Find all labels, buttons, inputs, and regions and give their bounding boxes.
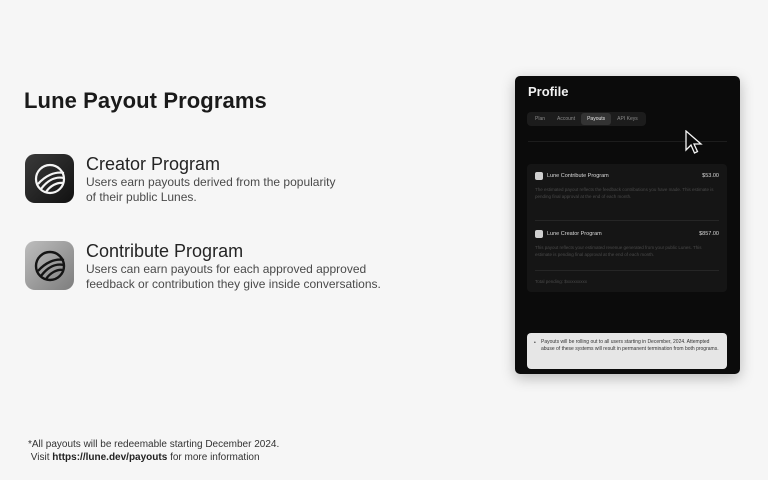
payout-row-name: Lune Creator Program bbox=[547, 231, 602, 237]
tab-api-keys[interactable]: API Keys bbox=[617, 116, 638, 122]
creator-row-icon bbox=[535, 230, 543, 238]
payout-row-amount: $857.00 bbox=[699, 231, 719, 237]
total-pending: Total pending: $xxxxxxxxx bbox=[535, 279, 588, 284]
payout-row-name: Lune Contribute Program bbox=[547, 173, 609, 179]
footnote-line2 bbox=[28, 451, 279, 464]
payout-row-amount: $53.00 bbox=[702, 173, 719, 179]
footnote-visit: Visit bbox=[30, 452, 50, 463]
tab-payouts[interactable]: Payouts bbox=[581, 113, 611, 125]
contribute-row-icon bbox=[535, 172, 543, 180]
tab-plan[interactable]: Plan bbox=[535, 116, 546, 122]
payout-notice bbox=[527, 333, 727, 369]
contribute-program-desc-line2: feedback or contribution they give inside conversations. bbox=[86, 277, 381, 291]
tab-account[interactable]: Account bbox=[557, 116, 576, 122]
profile-tabs bbox=[527, 112, 646, 126]
contribute-program-desc-line1: Users can earn payouts for each approved approved bbox=[86, 262, 367, 276]
contribute-program-name: Contribute Program bbox=[86, 241, 244, 261]
creator-program bbox=[25, 154, 335, 205]
notice-text: Payouts will be rolling out to all users starting in December, 2024. Attempted abuse of these systems will result in permanent termination from both programs. bbox=[541, 339, 719, 352]
profile-window bbox=[515, 76, 740, 374]
payout-row-desc: The estimated payout reflects the feedback contributions you have made. This estimate is pending final approval at the end of each month. bbox=[535, 187, 714, 199]
payout-row-desc: This payout reflects your estimated revenue generated from your public Lunes. This estimate is pending final approval at the end of each month. bbox=[535, 245, 702, 257]
creator-program-name: Creator Program bbox=[86, 154, 221, 174]
contribute-program-icon bbox=[25, 241, 74, 290]
payouts-link[interactable]: https://lune.dev/payouts bbox=[52, 452, 168, 463]
card-separator bbox=[535, 220, 719, 221]
payout-row-contribute bbox=[535, 172, 719, 180]
notice-bullet-icon: • bbox=[534, 340, 536, 346]
profile-title: Profile bbox=[528, 84, 569, 99]
creator-program-desc-line1: Users earn payouts derived from the popularity bbox=[86, 175, 336, 189]
page-title: Lune Payout Programs bbox=[24, 88, 267, 113]
creator-program-desc-line2: of their public Lunes. bbox=[86, 190, 197, 204]
creator-program-icon bbox=[25, 154, 74, 203]
contribute-program bbox=[25, 241, 381, 292]
footnote-line1: *All payouts will be redeemable starting December 2024. bbox=[28, 439, 280, 450]
payouts-card bbox=[527, 164, 727, 292]
mouse-cursor-icon bbox=[685, 130, 703, 156]
card-separator bbox=[535, 270, 719, 271]
footnote-rest: for more information bbox=[170, 452, 260, 463]
payout-row-creator bbox=[535, 230, 719, 238]
footnote bbox=[28, 438, 279, 464]
